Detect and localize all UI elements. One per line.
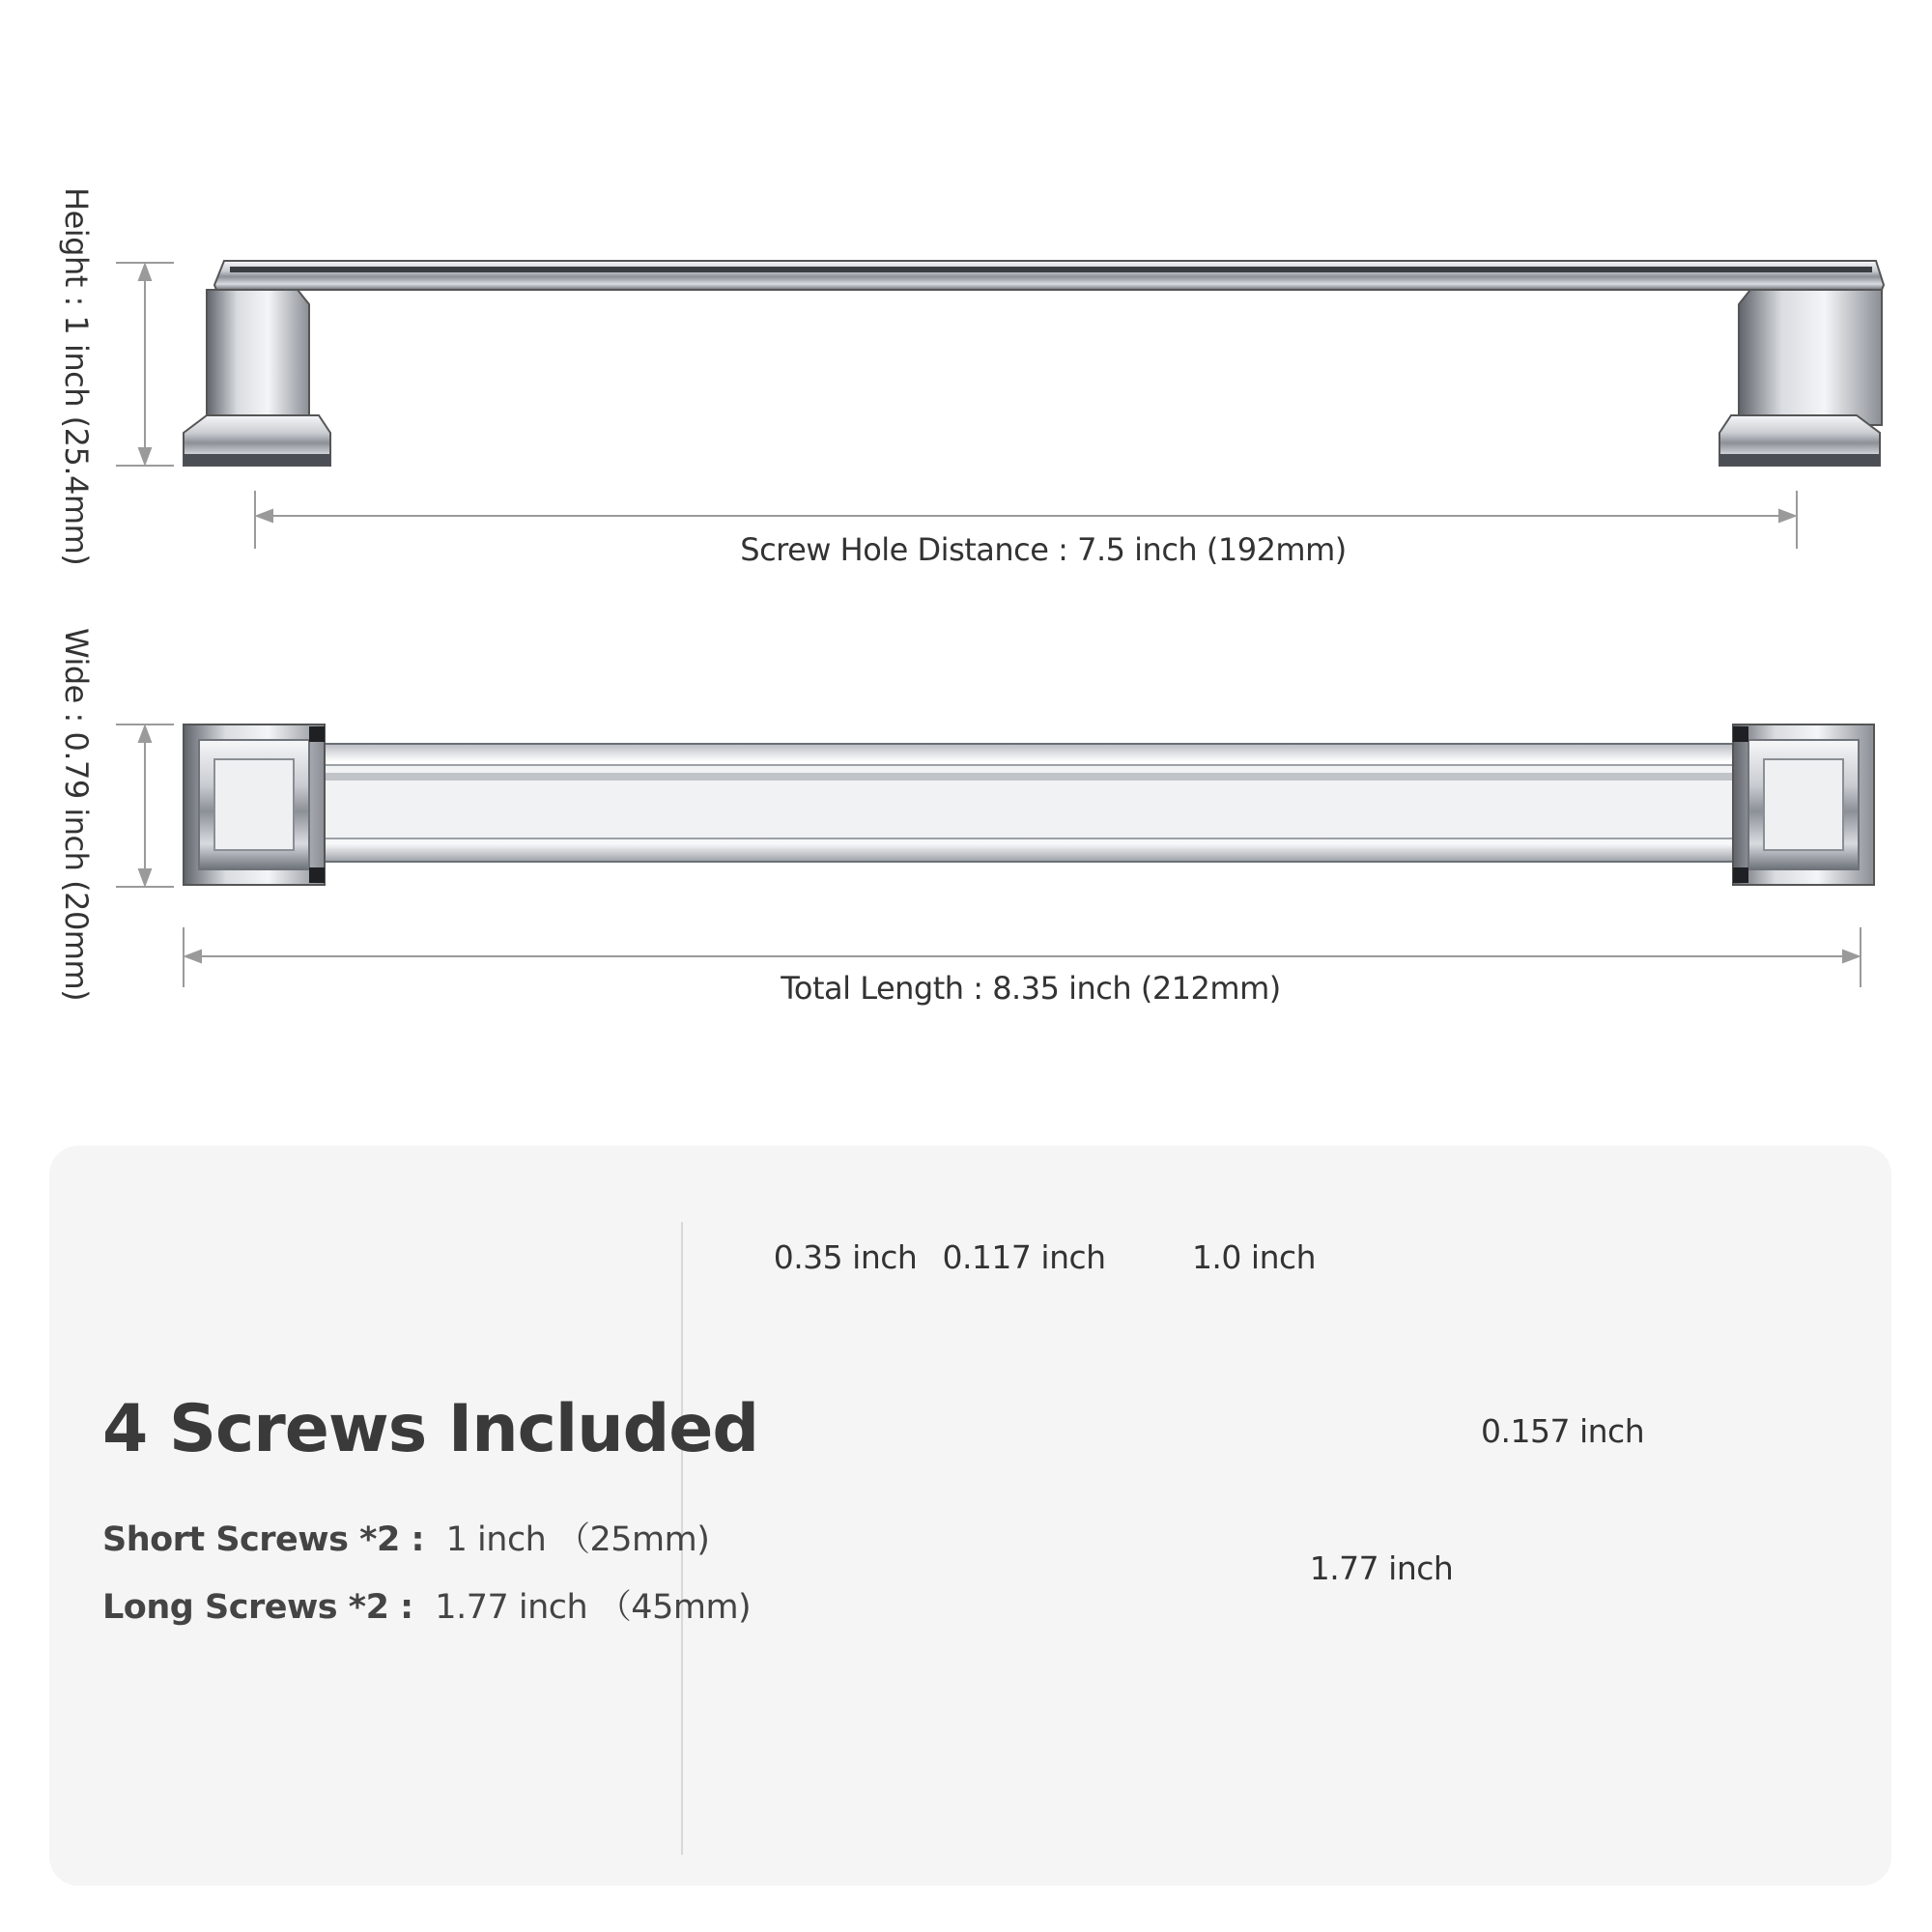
short-screws-key: Short Screws *2 :	[102, 1520, 424, 1559]
head-thickness-label: 0.117 inch	[942, 1238, 1106, 1276]
short-screws-spec	[102, 1513, 709, 1561]
height-dimension-line	[116, 263, 174, 466]
screw-hole-distance-label: Screw Hole Distance : 7.5 inch (192mm)	[740, 531, 1347, 568]
head-diameter-label: 0.35 inch	[773, 1238, 918, 1276]
handle-side-view	[184, 261, 1884, 466]
long-screws-value: 1.77 inch （45mm)	[435, 1588, 752, 1627]
long-screws-key: Long Screws *2 :	[102, 1588, 413, 1627]
short-screws-value: 1 inch （25mm)	[445, 1520, 710, 1559]
handle-top-view	[184, 724, 1874, 885]
height-label: Height : 1 inch (25.4mm)	[58, 187, 95, 566]
long-length-label: 1.77 inch	[1309, 1549, 1454, 1587]
short-length-label: 1.0 inch	[1191, 1238, 1317, 1276]
total-length-label: Total Length : 8.35 inch (212mm)	[781, 970, 1281, 1007]
long-screws-spec	[102, 1580, 751, 1629]
wide-label: Wide : 0.79 inch (20mm)	[58, 628, 95, 1002]
screws-included-heading: 4 Screws Included	[102, 1391, 759, 1467]
wide-dimension-line	[116, 724, 174, 887]
thread-diameter-label: 0.157 inch	[1481, 1412, 1645, 1450]
